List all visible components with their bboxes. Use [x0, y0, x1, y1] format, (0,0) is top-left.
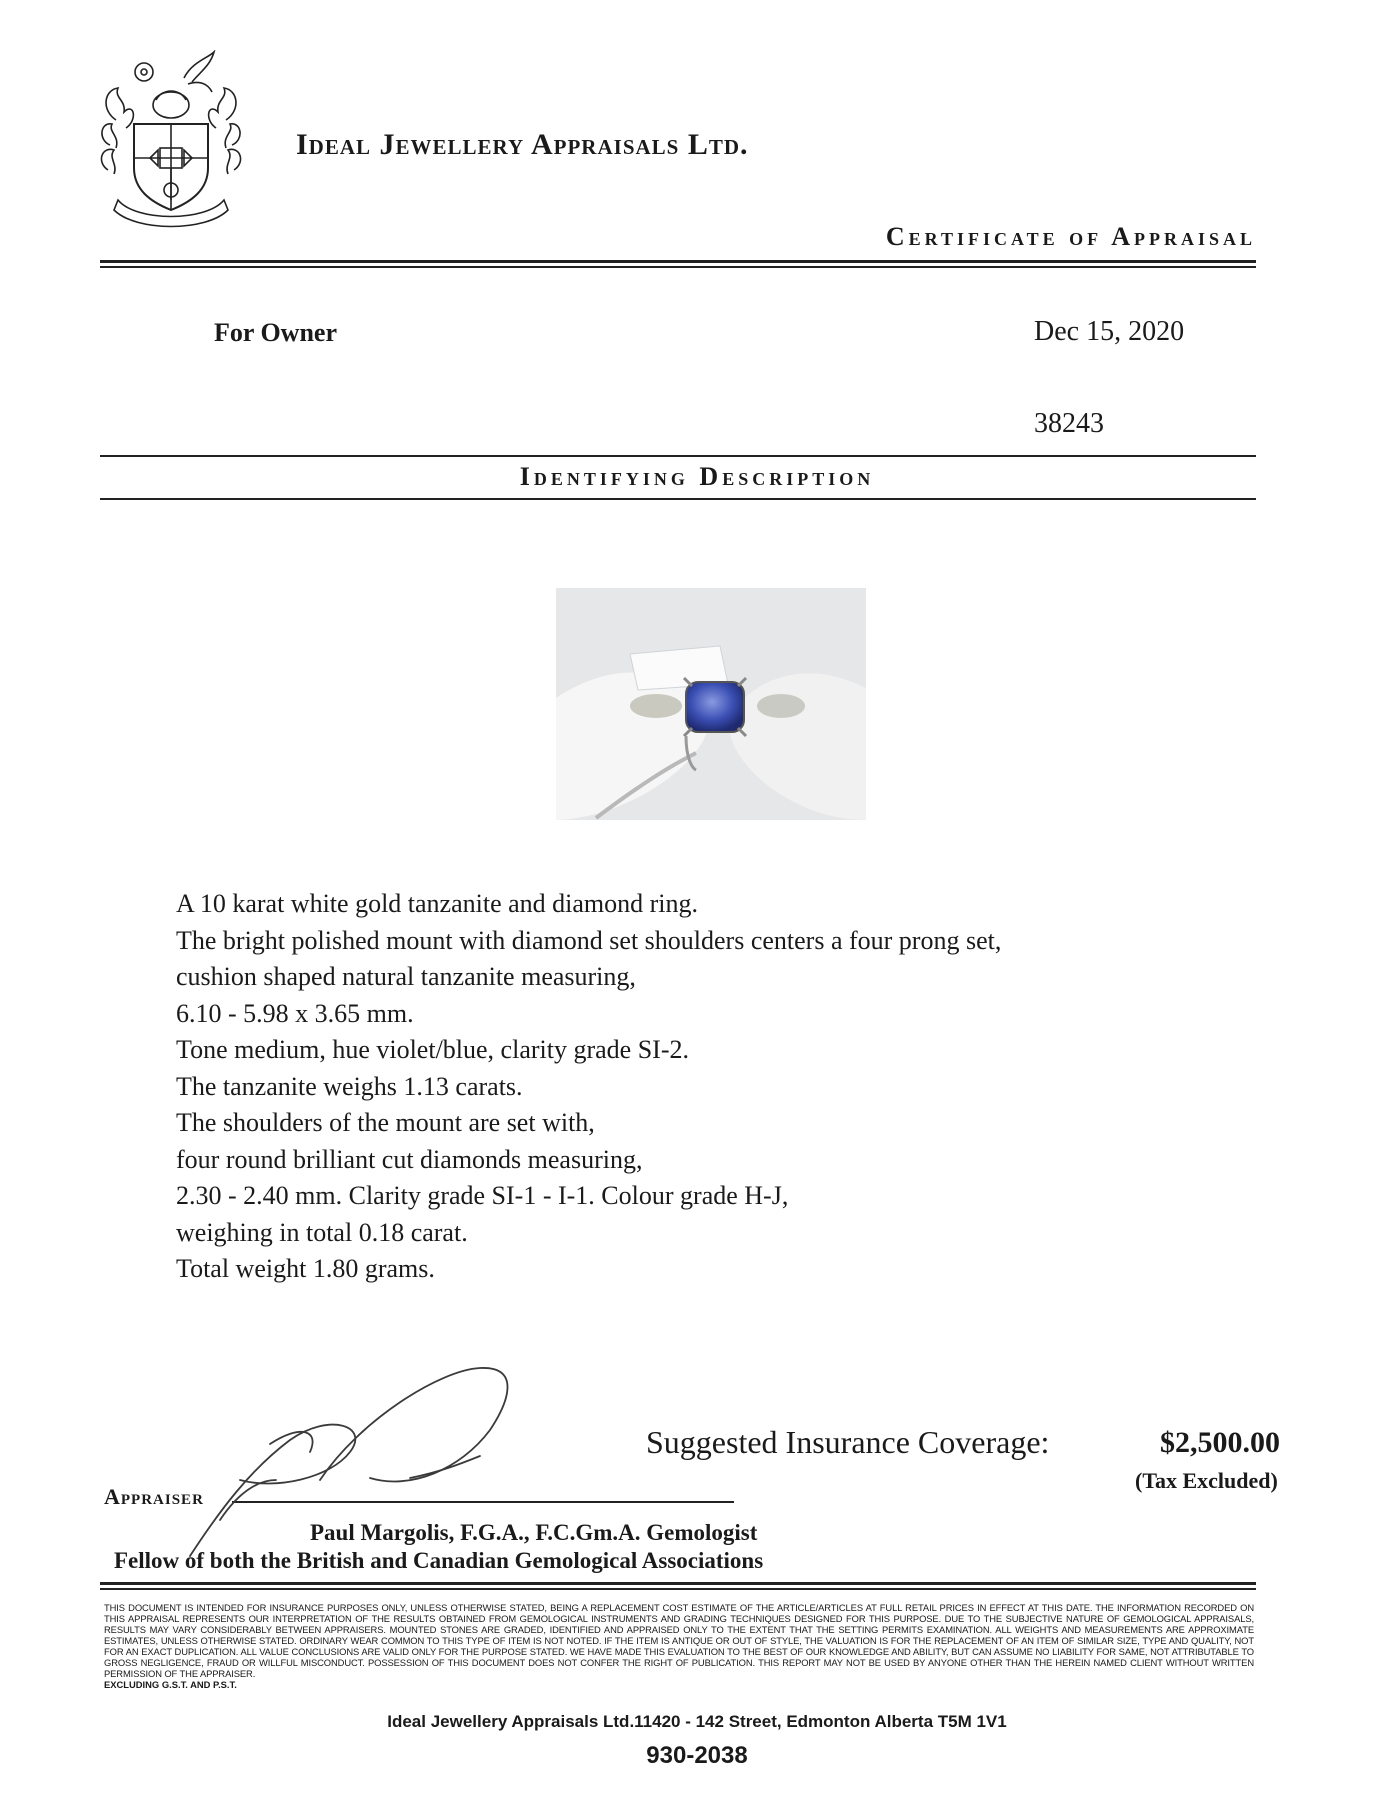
- header-rule-thin: [100, 266, 1256, 268]
- description-line: 6.10 - 5.98 x 3.65 mm.: [176, 998, 414, 1028]
- coat-of-arms-logo: [96, 50, 246, 230]
- appraiser-fellowship: Fellow of both the British and Canadian Gemological Associations: [114, 1548, 764, 1573]
- tax-exclusion-note: EXCLUDING G.S.T. AND P.S.T.: [104, 1679, 237, 1690]
- disclaimer-rule-thick: [100, 1582, 1256, 1585]
- footer-phone: 930-2038: [646, 1742, 748, 1769]
- description-line: weighing in total 0.18 carat.: [176, 1217, 468, 1247]
- ring-photo-icon: [556, 588, 866, 820]
- description-line: cushion shaped natural tanzanite measuring,: [176, 962, 636, 991]
- section-title: Identifying Description: [519, 462, 875, 491]
- description-line: The shoulders of the mount are set with,: [176, 1108, 595, 1137]
- document-title: Certificate of Appraisal: [885, 222, 1256, 251]
- coverage-amount: $2,500.00: [1160, 1426, 1280, 1459]
- tax-note: (Tax Excluded): [1135, 1468, 1278, 1493]
- reference-number: 38243: [1034, 408, 1104, 439]
- section-rule-bottom: [100, 498, 1256, 500]
- description-line: The tanzanite weighs 1.13 carats.: [176, 1071, 523, 1101]
- appraisal-date: Dec 15, 2020: [1034, 316, 1185, 347]
- coverage-label: Suggested Insurance Coverage:: [646, 1424, 1050, 1460]
- header-rule-thick: [100, 260, 1256, 263]
- item-description: [176, 886, 1001, 1288]
- section-rule-top: [100, 455, 1256, 457]
- footer-address: Ideal Jewellery Appraisals Ltd.11420 - 142 Street, Edmonton Alberta T5M 1V1: [387, 1712, 1007, 1731]
- description-line: Total weight 1.80 grams.: [176, 1254, 435, 1283]
- description-line: 2.30 - 2.40 mm. Clarity grade SI-1 - I-1. Colour grade H-J,: [176, 1181, 789, 1210]
- owner-label: For Owner: [214, 318, 337, 347]
- description-line: The bright polished mount with diamond set shoulders centers a four prong set,: [176, 925, 1002, 955]
- description-line: four round brilliant cut diamonds measuring,: [176, 1144, 643, 1174]
- disclaimer-text: THIS DOCUMENT IS INTENDED FOR INSURANCE PURPOSES ONLY, UNLESS OTHERWISE STATED, BEING A REPLACEMENT COST ESTIMATE OF THE ARTICLE/ARTICLES AT FULL RETAIL PRICES IN EFFECT AT THIS DATE. THE INFORMATION RECORDED ON THIS APPRAISAL REPRESENTS OUR INTERPRETATION OF THE RESULTS OBTAINED FROM GEMOLOGICAL INSTRUMENTS AND GRADING TECHNIQUES DESIGNED FOR THIS PURPOSE. DUE TO THE SUBJECTIVE NATURE OF GEMOLOGICAL APPRAISALS, RESULTS MAY VARY CONSIDERABLY BETWEEN APPRAISERS. MOUNTED STONES ARE GRADED, IDENTIFIED AND APPRAISED ONLY TO THE EXTENT THAT THE SETTING PERMITS EXAMINATION. ALL WEIGHTS AND MEASUREMENTS ARE APPROXIMATE ESTIMATES, UNLESS OTHERWISE STATED. ORDINARY WEAR COMMON TO THIS TYPE OF ITEM IS NOT NOTED. IF THE ITEM IS ANTIQUE OR OUT OF STYLE, THE VALUATION IS FOR THE REPLACEMENT OF AN ITEM OF SIMILAR SIZE, TYPE AND QUALITY, NOT FOR AN EXACT DUPLICATION. ALL VALUE CONCLUSIONS ARE VALID ONLY FOR THE PURPOSE STATED. WE HAVE MADE THIS EVALUATION TO THE BEST OF OUR KNOWLEDGE AND ABILITY, BUT CAN ASSUME NO LIABILITY FOR SAME, NOT ATTRIBUTABLE TO GROSS NEGLIGENCE, FRAUD OR WILLFUL MISCONDUCT. POSSESSION OF THIS DOCUMENT DOES NOT CONFER THE RIGHT OF PUBLICATION. THIS REPORT MAY NOT BE USED BY ANYONE OTHER THAN THE HEREIN NAMED CLIENT WITHOUT WRITTEN PERMISSION OF THE APPRAISER.: [104, 1602, 1254, 1679]
- company-name: Ideal Jewellery Appraisals Ltd.: [296, 128, 749, 161]
- disclaimer-rule-thin: [100, 1588, 1256, 1590]
- ring-photo: [556, 588, 866, 820]
- appraiser-label: Appraiser: [104, 1484, 204, 1509]
- description-line: Tone medium, hue violet/blue, clarity grade SI-2.: [176, 1035, 689, 1064]
- signature-mark: [180, 1360, 540, 1560]
- appraiser-name: Paul Margolis, F.G.A., F.C.Gm.A. Gemologist: [310, 1520, 758, 1545]
- description-line: A 10 karat white gold tanzanite and diamond ring.: [176, 889, 699, 918]
